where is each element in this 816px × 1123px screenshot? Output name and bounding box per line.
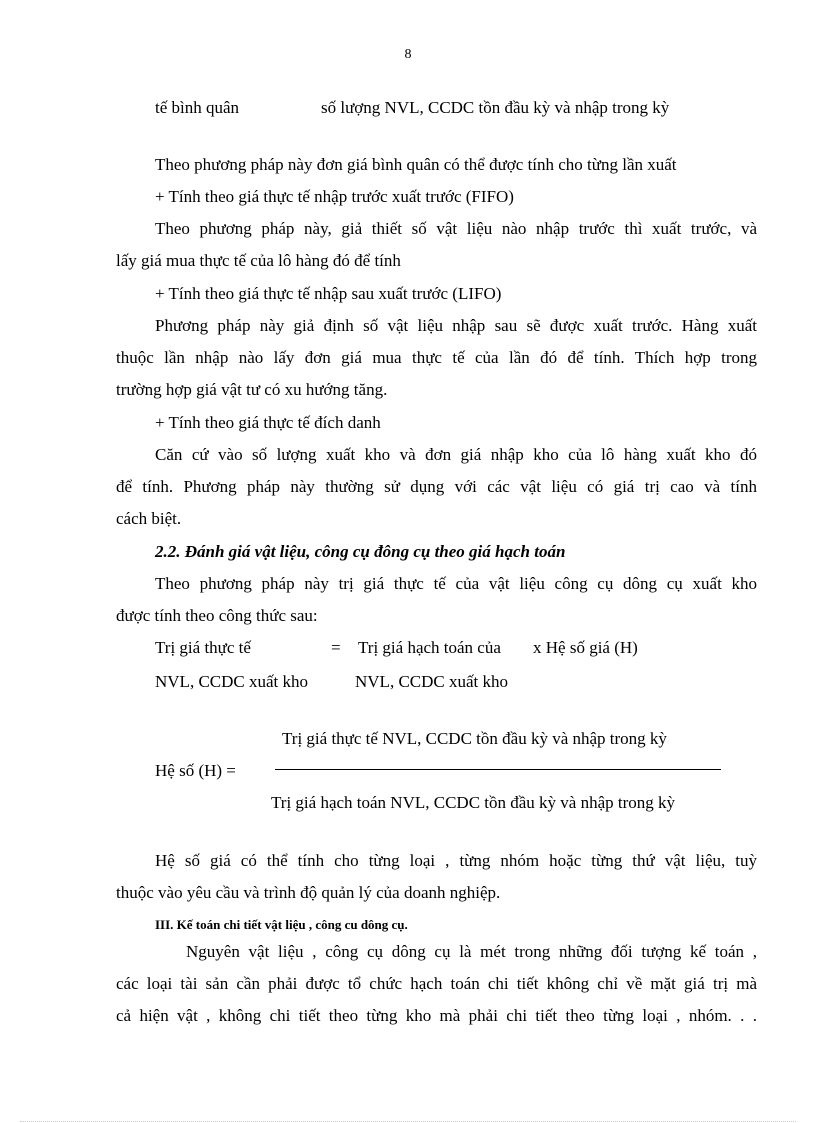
- text-line: để tính. Phương pháp này thường sử dụng với các vật liệu có giá trị cao và tính: [116, 477, 757, 496]
- text-line: Nguyên vật liệu , công cụ dông cụ là mét trong những đối tượng kế toán ,: [186, 942, 757, 961]
- formula-text: NVL, CCDC xuất kho: [355, 672, 508, 691]
- formula-text: Trị giá thực tế: [155, 638, 251, 657]
- formula-text: Trị giá hạch toán của: [358, 638, 501, 657]
- text-line: + Tính theo giá thực tế đích danh: [155, 413, 381, 432]
- fraction-numerator: Trị giá thực tế NVL, CCDC tồn đầu kỳ và nhập trong kỳ: [282, 729, 667, 748]
- text-line: trường hợp giá vật tư có xu hướng tăng.: [116, 380, 388, 399]
- text-line: thuộc vào yêu cầu và trình độ quản lý của doanh nghiệp.: [116, 883, 501, 902]
- text-line: Hệ số giá có thể tính cho từng loại , từng nhóm hoặc từng thứ vật liệu, tuỳ: [155, 851, 757, 870]
- page-number: 8: [404, 47, 412, 62]
- text-line: lấy giá mua thực tế của lô hàng đó để tính: [116, 251, 401, 270]
- text-line: Theo phương pháp này, giả thiết số vật liệu nào nhập trước thì xuất trước, và: [155, 219, 757, 238]
- text-line: Căn cứ vào số lượng xuất kho và đơn giá nhập kho của lô hàng xuất kho đó: [155, 445, 757, 464]
- fraction-bar: [275, 769, 721, 770]
- text-line: cách biệt.: [116, 509, 182, 528]
- section-heading: 2.2. Đánh giá vật liệu, công cụ đông cụ theo giá hạch toán: [155, 542, 566, 561]
- section-heading: III. Kế toán chi tiết vật liệu , công cu dông cụ.: [155, 917, 408, 932]
- text-line: được tính theo công thức sau:: [116, 606, 318, 625]
- text-line: Theo phương pháp này trị giá thực tế của vật liệu công cụ dông cụ xuất kho: [155, 574, 757, 593]
- text-line: các loại tài sản cần phải được tổ chức hạch toán chi tiết không chỉ về mặt giá trị mà: [116, 974, 757, 993]
- page-divider: [20, 1121, 796, 1122]
- formula-text: NVL, CCDC xuất kho: [155, 672, 308, 691]
- text-line: số lượng NVL, CCDC tồn đầu kỳ và nhập trong kỳ: [321, 98, 670, 117]
- formula-text: =: [331, 638, 341, 657]
- text-line: Phương pháp này giả định số vật liệu nhập sau sẽ được xuất trước. Hàng xuất: [155, 316, 757, 335]
- fraction-label: Hệ số (H) =: [155, 761, 236, 780]
- fraction-denominator: Trị giá hạch toán NVL, CCDC tồn đầu kỳ và nhập trong kỳ: [271, 793, 676, 812]
- text-line: tế bình quân: [155, 98, 240, 117]
- text-line: + Tính theo giá thực tế nhập trước xuất trước (FIFO): [155, 187, 514, 206]
- formula-text: x Hệ số giá (H): [533, 638, 638, 657]
- text-line: Theo phương pháp này đơn giá bình quân có thể được tính cho từng lần xuất: [155, 155, 677, 174]
- text-line: + Tính theo giá thực tế nhập sau xuất trước (LIFO): [155, 284, 502, 303]
- text-line: thuộc lần nhập nào lấy đơn giá mua thực tế của lần đó để tính. Thích hợp trong: [116, 348, 757, 367]
- text-line: cả hiện vật , không chi tiết theo từng kho mà phải chi tiết theo từng loại , nhóm. . .: [116, 1006, 757, 1025]
